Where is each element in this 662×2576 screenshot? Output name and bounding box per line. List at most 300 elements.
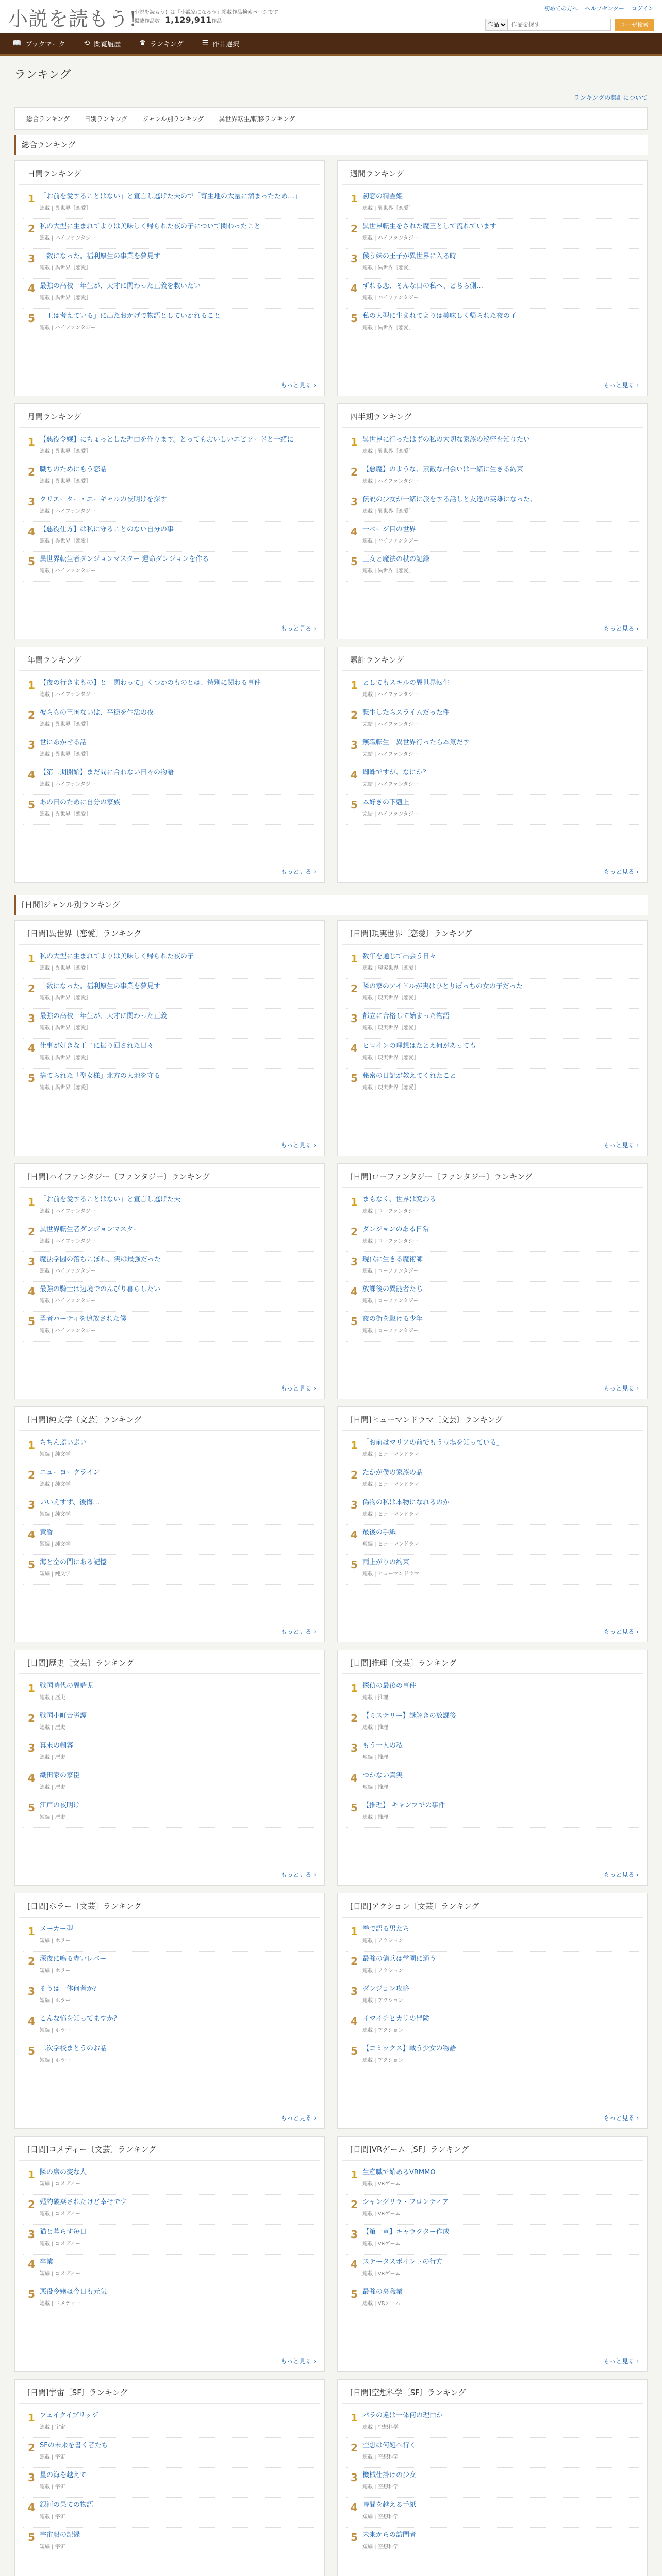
rank-number: 5 [351, 1315, 358, 1328]
subnav-isekai[interactable]: 異世界転生/転移ランキング [219, 115, 295, 123]
novel-meta: 連載 | ハイファンタジー [40, 782, 96, 787]
novel-meta: 完結 | ハイファンタジー [362, 782, 419, 787]
rank-number: 1 [351, 2168, 358, 2181]
list-item [23, 1798, 316, 1828]
more-link[interactable]: もっと見る › [280, 1142, 316, 1149]
ranking-list [15, 671, 324, 825]
novel-meta: 連載 | 推理 [362, 1695, 388, 1701]
novel-title-link[interactable]: 隣の席の変な人 [40, 2168, 87, 2176]
novel-meta: 連載 | 異世界［恋愛］ [362, 206, 414, 211]
novel-title-link[interactable]: 最後の手紙 [362, 1529, 396, 1536]
list-item [346, 1495, 639, 1525]
subnav-overall[interactable]: 総合ランキング [19, 114, 77, 123]
novel-title-link[interactable]: 戦国小町苦労譚 [40, 1712, 87, 1720]
novel-meta: 連載 | 異世界［恋愛］ [40, 265, 91, 271]
card-title: 四半期ランキング [342, 404, 643, 428]
card-title: [日間]異世界〔恋愛〕ランキング [19, 921, 320, 945]
novel-title-link[interactable]: 機械仕掛けの少女 [362, 2471, 417, 2479]
rank-number: 5 [351, 1072, 358, 1084]
list-item [23, 765, 316, 795]
list-item [23, 1555, 316, 1585]
novel-title-link[interactable]: 最強の傭兵は学園に通う [362, 1955, 437, 1963]
novel-title-link[interactable]: 数年を通じて出会う日々 [362, 953, 437, 960]
novel-title-link[interactable]: つかない真実 [362, 1772, 403, 1780]
more-link[interactable]: もっと見る › [603, 625, 639, 632]
list-item [23, 705, 316, 735]
novel-title-link[interactable]: パラの違は一体何の理由か [362, 2412, 443, 2419]
ranking-card [14, 160, 325, 396]
novel-title-link[interactable]: 猫と暮らす毎日 [40, 2228, 87, 2236]
ranking-list [338, 671, 647, 825]
novel-meta: 連載 | ハイファンタジー [40, 568, 96, 574]
ranking-card [337, 1650, 648, 1886]
rank-number: 3 [28, 2228, 35, 2241]
main-nav [0, 33, 662, 56]
nav-select[interactable]: ☰ 作品選択 [202, 39, 240, 48]
novel-meta: 連載 | アクション [362, 1938, 404, 1944]
list-item [23, 2528, 316, 2557]
novel-title-link[interactable]: まもなく、世界は変わる [362, 1196, 436, 1204]
novel-title-link[interactable]: 都立に合格して始まった物語 [362, 1012, 450, 1020]
list-item [346, 2041, 639, 2071]
novel-meta: 短編 | ホラー [40, 2028, 71, 2033]
more-link[interactable]: もっと見る › [280, 868, 316, 875]
list-item [346, 765, 639, 795]
novel-title-link[interactable]: 二次学校まとうのお話 [40, 2045, 107, 2053]
novel-title-link[interactable]: 「お前はマリアの前でもう立場を知っている」 [362, 1439, 504, 1447]
novel-title-link[interactable]: もう一人の私 [362, 1742, 403, 1750]
list-item [23, 1952, 316, 1981]
novel-title-link[interactable]: 【悪魔】のような、素敵な出会いは一緒に生きる約束 [362, 466, 524, 473]
rank-number: 1 [351, 1925, 358, 1938]
list-item [23, 949, 316, 979]
more-link[interactable]: もっと見る › [280, 625, 316, 632]
ranking-sections [14, 135, 648, 2576]
list-item [346, 1981, 639, 2011]
novel-title-link[interactable]: 最強の高校一年生が、天才に関わった正義 [40, 1012, 167, 1020]
rank-number: 3 [28, 1012, 35, 1025]
novel-title-link[interactable]: ダンジョン攻略 [362, 1985, 409, 1993]
list-item [346, 1798, 639, 1828]
novel-title-link[interactable]: 最強の騎士は辺境でのんびり暮らしたい [40, 1285, 161, 1293]
site-logo[interactable]: 小説を読もう! [8, 8, 138, 30]
list-item [346, 1922, 639, 1952]
novel-title-link[interactable]: 黄昏 [40, 1529, 54, 1536]
more-link[interactable]: もっと見る › [603, 382, 639, 389]
ranking-subnav [14, 107, 648, 130]
list-item [346, 2498, 639, 2528]
rank-number: 1 [351, 436, 358, 448]
novel-title-link[interactable]: 卒業 [40, 2258, 54, 2266]
ranking-info-link[interactable]: ランキングの集計について [573, 94, 648, 101]
ranking-card [14, 1650, 325, 1886]
rank-number: 4 [351, 282, 358, 295]
novel-meta: 連載 | 宇宙 [40, 2454, 65, 2460]
history-icon: ⟲ [84, 39, 90, 47]
novel-title-link[interactable]: 雨上がりの約束 [362, 1558, 410, 1566]
list-item [346, 1039, 639, 1069]
rank-number: 5 [28, 799, 35, 811]
novel-title-link[interactable]: 生産職で始めるVRMMO [362, 2168, 436, 2176]
list-item [346, 462, 639, 492]
novel-meta: 短編 | コメディー [40, 2271, 80, 2277]
novel-title-link[interactable]: 【推理】 キャンプでの事件 [362, 1802, 445, 1809]
user-search-button[interactable]: ユーザ検索 [615, 19, 654, 31]
section-title: 総合ランキング [14, 135, 648, 155]
rank-number: 2 [28, 1955, 35, 1968]
novel-title-link[interactable]: 秘密の日記が教えてくれたこと [362, 1072, 457, 1080]
novel-title-link[interactable]: 侯う妹の王子が異世界に入る時 [362, 252, 457, 260]
novel-title-link[interactable]: 江戸の夜明け [40, 1802, 80, 1809]
rank-number: 3 [28, 252, 35, 265]
novel-title-link[interactable]: 蜘蛛ですが、なにか？ [362, 769, 430, 776]
novel-title-link[interactable]: 悪役令嬢は今日も元気 [40, 2288, 107, 2296]
ranking-list [338, 1918, 647, 2071]
list-item [346, 2225, 639, 2255]
site-header [0, 0, 662, 33]
nav-bookmark[interactable]: 📖 ブックマーク [12, 39, 65, 48]
rank-number: 4 [28, 1529, 35, 1541]
novel-meta: 短編 | ホラー [40, 1938, 71, 1944]
novel-meta: 連載 | ヒューマンドラマ [362, 1512, 419, 1517]
rank-number: 2 [28, 466, 35, 478]
novel-title-link[interactable]: 【夜の行きまもの】と「関わって」くつかのものとは、特別に関わる事件 [40, 679, 261, 687]
list-item [23, 675, 316, 705]
novel-meta: 短編 | コメディー [40, 2181, 80, 2187]
novel-meta: 連載 | 異世界［恋愛］ [40, 965, 91, 971]
novel-meta: 連載 | 異世界［恋愛］ [362, 265, 414, 271]
novel-meta: 連載 | ローファンタジー [362, 1239, 419, 1244]
novel-title-link[interactable]: 最強の裏職業 [362, 2288, 403, 2296]
novel-title-link[interactable]: ちちんぷいぷい [40, 1439, 87, 1447]
rank-number: 1 [28, 953, 35, 965]
ranking-grid [14, 160, 648, 890]
rank-number: 4 [351, 2258, 358, 2270]
rank-number: 3 [28, 1742, 35, 1754]
novel-meta: 連載 | VRゲーム [362, 2181, 401, 2187]
list-item [346, 1009, 639, 1039]
more-link[interactable]: もっと見る › [280, 1385, 316, 1392]
novel-title-link[interactable]: 捨てられた「聖女様」北方の大地を守る [40, 1072, 161, 1080]
header-search [485, 19, 654, 31]
subnav-daily[interactable]: 日別ランキング [77, 114, 136, 123]
list-item [346, 1222, 639, 1252]
novel-title-link[interactable]: 拳で語る男たち [362, 1925, 410, 1933]
novel-meta: 連載 | 宇宙 [40, 2425, 65, 2430]
list-item [23, 2284, 316, 2314]
ranking-card [337, 2379, 648, 2576]
novel-title-link[interactable]: 世にあかせる話 [40, 739, 87, 747]
novel-meta: 連載 | 空想科学 [362, 2425, 399, 2430]
list-item [23, 2195, 316, 2225]
list-item [23, 1192, 316, 1222]
novel-title-link[interactable]: たかが僕の家族の話 [362, 1469, 423, 1477]
novel-title-link[interactable]: 【悪役令嬢】にちょっとした理由を作ります。とってもおいしいエピソードと一緒に [40, 436, 294, 444]
ranking-card [337, 2136, 648, 2372]
novel-title-link[interactable]: 海と空の間にある記憶 [40, 1558, 107, 1566]
card-title: [日間]ローファンタジー〔ファンタジー〕ランキング [342, 1164, 643, 1188]
ranking-list [15, 1918, 324, 2071]
novel-meta: 連載 | 異世界［恋愛］ [40, 206, 91, 211]
novel-title-link[interactable]: 【第二期開始】まだ間に合わない日々の物語 [40, 769, 174, 776]
novel-title-link[interactable]: 幕末の剣客 [40, 1742, 74, 1750]
novel-title-link[interactable]: 異世界転生をされた魔王として流れています [362, 223, 497, 230]
novel-meta: 短編 | 純文学 [40, 1452, 71, 1458]
novel-title-link[interactable]: ヒロインの理想はたとえ何があっても [362, 1042, 476, 1050]
link-login[interactable]: ログイン [631, 5, 654, 12]
ranking-card [14, 403, 325, 639]
more-link[interactable]: もっと見る › [280, 2114, 316, 2122]
novel-title-link[interactable]: 一ページ目の世界 [362, 526, 416, 533]
rank-number: 2 [28, 223, 35, 235]
novel-meta: 短編 | ヒューマンドラマ [362, 1541, 419, 1547]
novel-title-link[interactable]: 勇者パーティを追放された僕 [40, 1315, 126, 1323]
novel-title-link[interactable]: 深夜に鳴る赤いレバー [40, 1955, 107, 1963]
rank-number: 3 [351, 252, 358, 265]
novel-title-link[interactable]: 隣の家のアイドルが実はひとりぼっちの女の子だった [362, 982, 523, 990]
novel-title-link[interactable]: 未来からの訪問者 [362, 2531, 417, 2539]
rank-number: 3 [351, 1985, 358, 1997]
novel-title-link[interactable]: 「お前を愛することはない」と宣言し逃げた夫 [40, 1196, 181, 1204]
more-link[interactable]: もっと見る › [603, 1871, 639, 1878]
rank-number: 3 [351, 1256, 358, 1268]
list-item [346, 979, 639, 1009]
novel-title-link[interactable]: 偽物の私は本物になれるのか [362, 1499, 450, 1506]
ranking-card [14, 920, 325, 1156]
novel-title-link[interactable]: いいえすず、後悔… [40, 1499, 100, 1506]
rank-number: 1 [28, 193, 35, 205]
novel-meta: 連載 | コメディー [40, 2241, 80, 2247]
rank-number: 2 [28, 1469, 35, 1481]
card-title: [日間]ヒューマンドラマ〔文芸〕ランキング [342, 1407, 643, 1431]
list-item [23, 795, 316, 825]
more-link[interactable]: もっと見る › [603, 868, 639, 875]
novel-title-link[interactable]: 職ちのためにもう恋話 [40, 466, 107, 473]
ranking-card [337, 647, 648, 883]
list-item [23, 1312, 316, 1342]
novel-title-link[interactable]: 転生したらスライムだった件 [362, 709, 450, 717]
rank-number: 3 [351, 496, 358, 508]
novel-title-link[interactable]: イマイチヒカリの冒険 [362, 2015, 429, 2023]
novel-title-link[interactable]: SFの未来を書く者たち [40, 2442, 108, 2449]
novel-title-link[interactable]: 婚約破棄されたけど幸せです [40, 2198, 127, 2206]
rank-number: 2 [351, 1712, 358, 1724]
novel-title-link[interactable]: そうは一体何者か？ [40, 1985, 101, 1993]
list-item [346, 1252, 639, 1282]
novel-meta: 短編 | 宇宙 [40, 2544, 65, 2550]
nav-history[interactable]: ⟲ 閲覧履歴 [84, 39, 121, 48]
novel-title-link[interactable]: フェイクイブリッジ [40, 2412, 99, 2419]
novel-title-link[interactable]: 伝説の少女が一緒に旅をする話しと友達の英雄になった、 [362, 496, 537, 503]
list-item [23, 1435, 316, 1465]
rank-number: 1 [28, 2412, 35, 2424]
novel-title-link[interactable]: 【コミックス】戦う少女の物語 [362, 2045, 456, 2053]
search-type-select[interactable] [485, 19, 508, 31]
list-item [23, 979, 316, 1009]
more-link[interactable]: もっと見る › [280, 1628, 316, 1635]
novel-meta: 連載 | 空想科学 [362, 2454, 399, 2460]
novel-title-link[interactable]: 織田家の家臣 [40, 1772, 80, 1780]
subnav-genre[interactable]: ジャンル別ランキング [135, 114, 211, 123]
rank-number: 5 [28, 2531, 35, 2544]
novel-title-link[interactable]: 戦国時代の異端児 [40, 1682, 94, 1690]
novel-title-link[interactable]: ダンジョンのある日常 [362, 1226, 429, 1233]
more-link[interactable]: もっと見る › [603, 1142, 639, 1149]
more-link[interactable]: もっと見る › [280, 2358, 316, 2365]
novel-title-link[interactable]: 現代に生きる魔術師 [362, 1256, 423, 1263]
rank-number: 2 [28, 2198, 35, 2211]
ranking-card [14, 2136, 325, 2372]
rank-number: 4 [28, 1042, 35, 1055]
rank-number: 2 [28, 1226, 35, 1238]
novel-title-link[interactable]: 異世界転生者ダンジョンマスター 運命ダンジョンを作る [40, 555, 209, 563]
list-item [23, 492, 316, 522]
novel-title-link[interactable]: ずれる恋、そんな日の私へ、どちら側… [362, 282, 484, 290]
rank-number: 2 [28, 982, 35, 995]
novel-meta: 連載 | コメディー [40, 2301, 80, 2307]
novel-title-link[interactable]: 十数になった。福利厚生の事業を夢見す [40, 982, 161, 990]
novel-title-link[interactable]: 仕事が好きな王子に振り回された日々 [40, 1042, 154, 1050]
novel-meta: 連載 | 異世界［恋愛］ [362, 449, 414, 454]
more-link[interactable]: もっと見る › [603, 1628, 639, 1635]
novel-meta: 連載 | VRゲーム [362, 2241, 401, 2247]
novel-title-link[interactable]: 空想は何処へ行く [362, 2442, 417, 2449]
card-title: [日間]ホラー〔文芸〕ランキング [19, 1893, 320, 1918]
list-item [346, 1555, 639, 1585]
more-link[interactable]: もっと見る › [280, 1871, 316, 1878]
novel-title-link[interactable]: 十数になった。福利厚生の事業を夢見す [40, 252, 161, 260]
list-item [23, 1495, 316, 1525]
novel-title-link[interactable]: 【悪役仕方】は私に守ることのない自分の事 [40, 526, 174, 533]
rank-number: 1 [28, 2168, 35, 2181]
nav-ranking[interactable]: ♛ ランキング [139, 39, 184, 48]
list-item [23, 552, 316, 582]
more-link[interactable]: もっと見る › [603, 2358, 639, 2365]
ranking-grid [14, 920, 648, 2576]
novel-title-link[interactable]: シャングリラ・フロンティア [362, 2198, 449, 2206]
novel-title-link[interactable]: 最強の高校一年生が、天才に関わった正義を救いたい [40, 282, 201, 290]
ranking-card [337, 160, 648, 396]
novel-title-link[interactable]: 異世界に行ったはずの私の大切な家族の秘密を知りたい [362, 436, 531, 444]
list-item [346, 735, 639, 765]
list-item [346, 2408, 639, 2438]
novel-title-link[interactable]: 私の大型に生まれてよりは美味しく帰られた夜の子について関わったこと [40, 223, 261, 230]
rank-number: 4 [351, 2015, 358, 2027]
list-item [346, 2468, 639, 2498]
card-title: 週間ランキング [342, 161, 643, 185]
novel-title-link[interactable]: 放課後の異能者たち [362, 1285, 423, 1293]
novel-meta: 連載 | 異世界［恋愛］ [40, 479, 91, 484]
link-help[interactable]: ヘルプセンター [585, 5, 625, 12]
novel-title-link[interactable]: 探偵の最後の事件 [362, 1682, 417, 1690]
novel-title-link[interactable]: 私の大型に生まれてよりは美味しく帰られた夜の子 [362, 312, 517, 320]
list-item [23, 2041, 316, 2071]
novel-title-link[interactable]: 初恋の精霊姫 [362, 193, 403, 200]
novel-title-link[interactable]: 王女と魔法の杖の記録 [362, 555, 430, 563]
novel-meta: 連載 | ハイファンタジー [40, 1328, 96, 1334]
novel-title-link[interactable]: メーカー型 [40, 1925, 73, 1933]
novel-title-link[interactable]: 【ミステリー】謎解きの放課後 [362, 1712, 456, 1720]
rank-number: 3 [351, 739, 358, 751]
novel-title-link[interactable]: ステータスポイントの行方 [362, 2258, 443, 2266]
novel-title-link[interactable]: あの日のために自分の家族 [40, 799, 121, 806]
rank-number: 3 [28, 496, 35, 508]
novel-title-link[interactable]: 宇宙船の記録 [40, 2531, 80, 2539]
novel-meta: 短編 | 推理 [362, 1755, 388, 1760]
novel-meta: 連載 | 空想科学 [362, 2484, 399, 2490]
list-item [346, 675, 639, 705]
novel-title-link[interactable]: 【第一章】キャラクター作成 [362, 2228, 450, 2236]
rank-number: 5 [28, 2288, 35, 2300]
novel-title-link[interactable]: としてもスキルの異世界転生 [362, 679, 450, 687]
list-item [23, 432, 316, 462]
ranking-list [15, 1431, 324, 1585]
novel-title-link[interactable]: 「お前を愛することはない」と宣言し逃げた夫ので「寄生地の大量に溜まったため…」 [40, 193, 302, 200]
novel-meta: 連載 | 異世界［恋愛］ [40, 538, 91, 544]
rank-number: 5 [351, 2288, 358, 2300]
more-link[interactable]: もっと見る › [280, 382, 316, 389]
list-item [346, 552, 639, 582]
novel-meta: 連載 | 異世界［恋愛］ [40, 295, 91, 301]
novel-title-link[interactable]: クリエーター・エーギャルの夜明けを探す [40, 496, 167, 503]
more-link[interactable]: もっと見る › [603, 2114, 639, 2122]
novel-title-link[interactable]: 時間を越える手紙 [362, 2501, 417, 2509]
rank-number: 2 [351, 466, 358, 478]
novel-title-link[interactable]: 星の海を越えて [40, 2471, 87, 2479]
link-first-time[interactable]: 初めての方へ [544, 5, 578, 12]
novel-meta: 連載 | 異世界［恋愛］ [362, 568, 414, 574]
rank-number: 5 [28, 312, 35, 325]
search-input[interactable] [508, 19, 611, 31]
list-item [346, 1465, 639, 1495]
rank-number: 1 [351, 1439, 358, 1451]
rank-number: 5 [28, 2045, 35, 2057]
novel-title-link[interactable]: 「王は考えている」に出たおかげで物語としていかれること [40, 312, 221, 320]
novel-meta: 連載 | 現実世界［恋愛］ [362, 995, 419, 1001]
rank-number: 1 [351, 2412, 358, 2424]
ranking-list [338, 1431, 647, 1585]
card-title: 月間ランキング [19, 404, 320, 428]
list-item [346, 1525, 639, 1555]
card-title: [日間]純文学〔文芸〕ランキング [19, 1407, 320, 1431]
novel-meta: 連載 | 現実世界［恋愛］ [362, 1055, 419, 1061]
novel-meta: 連載 | 異世界［恋愛］ [40, 449, 91, 454]
novel-meta: 短編 | ホラー [40, 1968, 71, 1974]
novel-title-link[interactable]: 銀河の果ての物語 [40, 2501, 94, 2509]
novel-title-link[interactable]: 夜の街を駆ける少年 [362, 1315, 423, 1323]
section-title: [日間]ジャンル別ランキング [14, 895, 648, 915]
ranking-card [337, 1163, 648, 1399]
more-link[interactable]: もっと見る › [603, 1385, 639, 1392]
novel-title-link[interactable]: 彼らもの王国ないは、平穏を生活の夜 [40, 709, 154, 717]
novel-title-link[interactable]: 魔法学園の落ちこぼれ、実は最強だった [40, 1256, 161, 1263]
crown-icon: ♛ [139, 39, 146, 47]
novel-title-link[interactable]: 本好きの下剋上 [362, 799, 410, 806]
rank-number: 5 [28, 1072, 35, 1084]
list-item [23, 2498, 316, 2528]
novel-title-link[interactable]: ニューヨークライン [40, 1469, 100, 1477]
rank-number: 3 [351, 1012, 358, 1025]
novel-title-link[interactable]: こんな怖を知ってますか？ [40, 2015, 121, 2023]
rank-number: 5 [351, 2531, 358, 2544]
rank-number: 4 [28, 1285, 35, 1298]
novel-meta: 連載 | VRゲーム [362, 2271, 401, 2277]
novel-title-link[interactable]: 私の大型に生まれてよりは美味しく帰られた夜の子 [40, 953, 194, 960]
novel-title-link[interactable]: 異世界転生者ダンジョンマスター [40, 1226, 140, 1233]
list-item [23, 1069, 316, 1098]
rank-number: 4 [28, 282, 35, 295]
novel-title-link[interactable]: 無職転生 異世界行ったら本気だす [362, 739, 470, 747]
